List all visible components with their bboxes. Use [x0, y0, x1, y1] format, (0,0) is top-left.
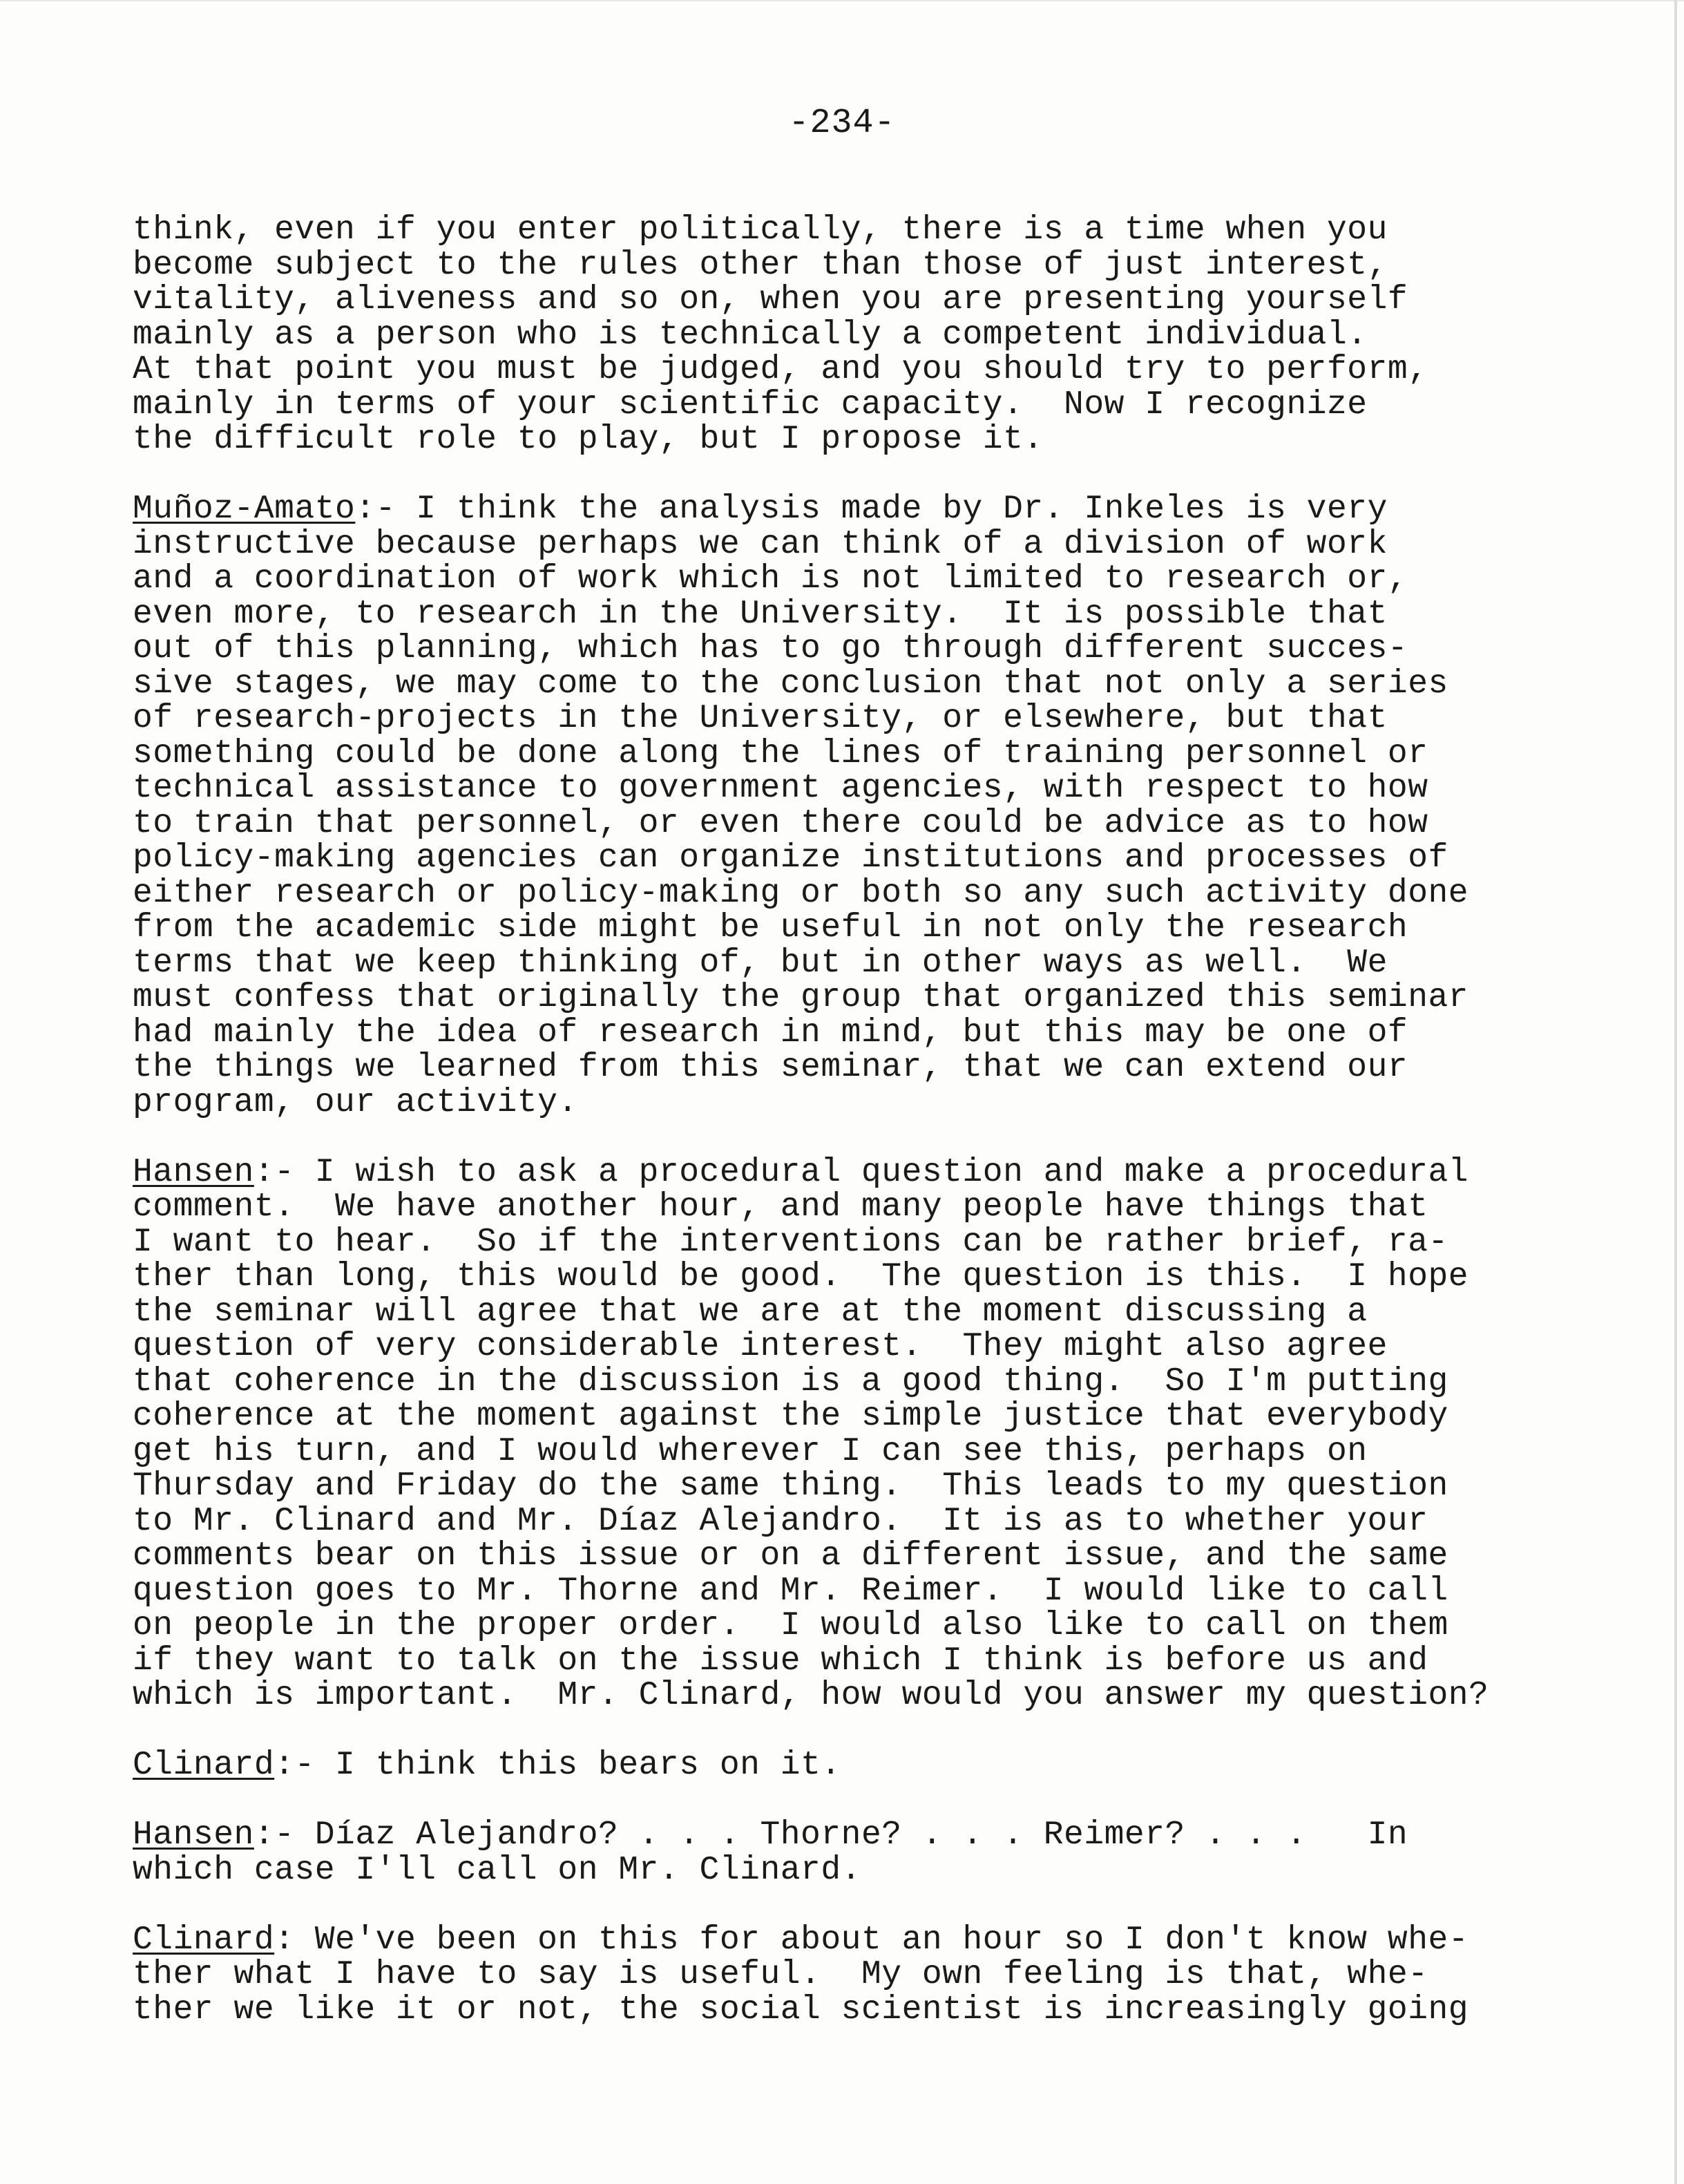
paragraph-clinard-1: [133, 1748, 1528, 1783]
page-right-edge: [1674, 0, 1677, 2184]
text-line: coherence at the moment against the simple justice that everybody: [133, 1398, 1448, 1435]
speaker-name: Hansen: [133, 1816, 254, 1854]
text-line: sive stages, we may come to the conclusion that not only a series: [133, 665, 1448, 703]
text-line: that coherence in the discussion is a good thing. So I'm putting: [133, 1362, 1448, 1400]
text-line: instructive because perhaps we can think of a division of work: [133, 525, 1388, 563]
text-line: At that point you must be judged, and you should try to perform,: [133, 351, 1428, 388]
text-line: ther than long, this would be good. The question is this. I hope: [133, 1258, 1469, 1295]
text-line: if they want to talk on the issue which I think is before us and: [133, 1642, 1428, 1680]
text-line: out of this planning, which has to go through different succes-: [133, 630, 1408, 667]
text-line: mainly as a person who is technically a competent individual.: [133, 316, 1368, 354]
text-line: the seminar will agree that we are at the moment discussing a: [133, 1293, 1368, 1331]
text-line: policy-making agencies can organize institutions and processes of: [133, 839, 1448, 877]
transcript-body: [133, 213, 1528, 2062]
text-line: which case I'll call on Mr. Clinard.: [133, 1851, 861, 1889]
paragraph-clinard-2: [133, 1923, 1528, 2028]
text-line: of research-projects in the University, or elsewhere, but that: [133, 700, 1388, 737]
text-line: the things we learned from this seminar, that we can extend our: [133, 1049, 1408, 1086]
text-line: to Mr. Clinard and Mr. Díaz Alejandro. It is as to whether your: [133, 1502, 1428, 1540]
text-line: [133, 492, 1528, 527]
speech-text: :- Díaz Alejandro? . . . Thorne? . . . Reimer? . . . In: [253, 1816, 1408, 1854]
paragraph-hansen-1: [133, 1155, 1528, 1713]
text-line: [133, 1818, 1528, 1853]
speaker-name: Clinard: [133, 1747, 275, 1784]
text-line: [133, 1155, 1528, 1190]
speech-text: : We've been on this for about an hour so I don't know whe-: [274, 1921, 1469, 1959]
paragraph-continuation: [133, 213, 1528, 457]
text-line: from the academic side might be useful in not only the research: [133, 909, 1408, 947]
paragraph-munoz-amato: [133, 492, 1528, 1120]
text-line: had mainly the idea of research in mind, but this may be one of: [133, 1014, 1408, 1052]
page-number: -234-: [788, 104, 896, 143]
text-line: ther what I have to say is useful. My own feeling is that, whe-: [133, 1956, 1428, 1993]
text-line: comments bear on this issue or on a different issue, and the same: [133, 1537, 1448, 1575]
text-line: vitality, aliveness and so on, when you are presenting yourself: [133, 281, 1408, 319]
speaker-name: Hansen: [133, 1153, 254, 1191]
speaker-name: Muñoz-Amato: [133, 491, 356, 528]
text-line: get his turn, and I would wherever I can see this, perhaps on: [133, 1432, 1368, 1470]
text-line: even more, to research in the University. It is possible that: [133, 595, 1388, 633]
text-line: technical assistance to government agencies, with respect to how: [133, 770, 1428, 807]
text-line: something could be done along the lines of training personnel or: [133, 734, 1428, 772]
text-line: which is important. Mr. Clinard, how would you answer my question?: [133, 1677, 1489, 1714]
text-line: [133, 1748, 1528, 1783]
text-line: ther we like it or not, the social scientist is increasingly going: [133, 1991, 1469, 2029]
text-line: become subject to the rules other than those of just interest,: [133, 246, 1388, 284]
speech-text: :- I think the analysis made by Dr. Inkeles is very: [355, 491, 1388, 528]
speech-text: :- I wish to ask a procedural question and make a procedural: [253, 1153, 1469, 1191]
text-line: comment. We have another hour, and many people have things that: [133, 1188, 1428, 1226]
text-line: I want to hear. So if the interventions can be rather brief, ra-: [133, 1223, 1448, 1261]
page-top-edge: [0, 0, 1684, 1]
text-line: and a coordination of work which is not limited to research or,: [133, 560, 1408, 598]
text-line: the difficult role to play, but I propose it.: [133, 421, 1044, 458]
text-line: [133, 1923, 1528, 1958]
text-line: must confess that originally the group that organized this seminar: [133, 979, 1469, 1016]
text-line: question of very considerable interest. They might also agree: [133, 1328, 1388, 1365]
text-line: program, our activity.: [133, 1083, 578, 1121]
speaker-name: Clinard: [133, 1921, 275, 1959]
text-line: mainly in terms of your scientific capacity. Now I recognize: [133, 386, 1368, 424]
text-line: question goes to Mr. Thorne and Mr. Reimer. I would like to call: [133, 1572, 1448, 1610]
text-line: terms that we keep thinking of, but in other ways as well. We: [133, 944, 1388, 982]
text-line: either research or policy-making or both so any such activity done: [133, 874, 1469, 912]
text-line: to train that personnel, or even there could be advice as to how: [133, 804, 1428, 842]
text-line: on people in the proper order. I would also like to call on them: [133, 1607, 1448, 1644]
text-line: think, even if you enter politically, there is a time when you: [133, 211, 1388, 249]
text-line: Thursday and Friday do the same thing. This leads to my question: [133, 1468, 1448, 1505]
paragraph-hansen-2: [133, 1818, 1528, 1888]
speech-text: :- I think this bears on it.: [274, 1747, 841, 1784]
